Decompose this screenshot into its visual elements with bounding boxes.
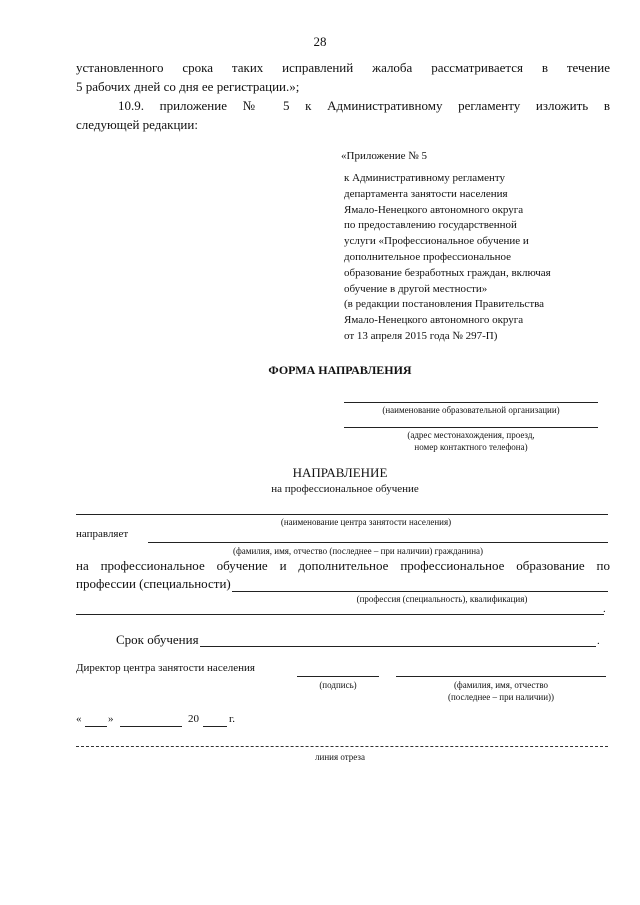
profession-caption: (профессия (специальность), квалификация): [356, 594, 528, 604]
citizen-name-line: [148, 542, 608, 543]
director-label: Директор центра занятости населения: [76, 662, 255, 674]
appendix-line: дополнительное профессиональное: [344, 250, 512, 263]
signature-caption: (подпись): [319, 680, 357, 690]
appendix-line: (в редакции постановления Правительства: [344, 298, 545, 311]
date-open-quote: «: [76, 713, 82, 725]
profession-label: профессии (специальности): [76, 576, 231, 591]
date-month-line: [120, 726, 182, 727]
date-year-suffix: г.: [229, 713, 236, 725]
date-year-prefix: 20: [188, 713, 199, 725]
fio-line: [396, 676, 606, 677]
appendix-line: обучение в другой местности»: [344, 282, 488, 295]
page-number: 28: [313, 34, 327, 49]
appendix-line: Ямало-Ненецкого автономного округа: [344, 203, 524, 216]
date-day-line: [85, 726, 107, 727]
period-line: [200, 646, 596, 647]
org-name-caption: (наименование образовательной организации): [382, 405, 560, 415]
direction-subheading: на профессиональное обучение: [271, 483, 419, 495]
intro-line-1: установленного срока таких исправлений жалоба рассматривается в течение: [76, 60, 610, 75]
date-year-line: [203, 726, 227, 727]
fio-caption-1: (фамилия, имя, отчество: [453, 680, 549, 690]
form-title: ФОРМА НАПРАВЛЕНИЯ: [268, 363, 412, 377]
appendix-line: Ямало-Ненецкого автономного округа: [344, 314, 524, 327]
cut-line-caption: линия отреза: [315, 752, 365, 762]
address-caption-2: номер контактного телефона): [414, 442, 528, 452]
intro-line-4: следующей редакции:: [76, 117, 198, 132]
cut-line: [76, 746, 608, 747]
profession-continuation-line: [76, 614, 604, 615]
appendix-line: образование безработных граждан, включая: [344, 266, 551, 279]
profession-line: [232, 591, 608, 592]
period-label: Срок обучения: [116, 632, 199, 647]
direction-heading: НАПРАВЛЕНИЕ: [292, 465, 388, 480]
sends-label: направляет: [76, 528, 129, 540]
center-name-caption: (наименование центра занятости населения): [280, 517, 452, 527]
signature-line: [297, 676, 379, 677]
fio-caption-2: (последнее – при наличии)): [447, 692, 555, 702]
address-caption-1: (адрес местонахождения, проезд,: [407, 430, 535, 440]
appendix-line: услуги «Профессиональное обучение и: [344, 235, 529, 248]
appendix-line: к Административному регламенту: [344, 172, 506, 184]
appendix-title: «Приложение № 5: [341, 150, 428, 162]
center-name-line: [76, 514, 608, 515]
appendix-line: департамента занятости населения: [344, 187, 508, 200]
address-line: [344, 427, 598, 428]
appendix-line: по предоставлению государственной: [344, 219, 517, 232]
org-name-line: [344, 402, 598, 403]
citizen-caption: (фамилия, имя, отчество (последнее – при наличии) гражданина): [232, 546, 484, 556]
intro-line-2: 5 рабочих дней со дня ее регистрации.»;: [76, 79, 300, 94]
appendix-line: от 13 апреля 2015 года № 297-П): [344, 329, 498, 342]
appendix-lines: [344, 171, 551, 345]
date-close-quote: »: [108, 713, 114, 725]
training-text: на профессиональное обучение и дополнительное профессиональное образование по: [76, 558, 610, 573]
intro-line-3: 10.9. приложение № 5 к Административному регламенту изложить в: [118, 98, 610, 113]
